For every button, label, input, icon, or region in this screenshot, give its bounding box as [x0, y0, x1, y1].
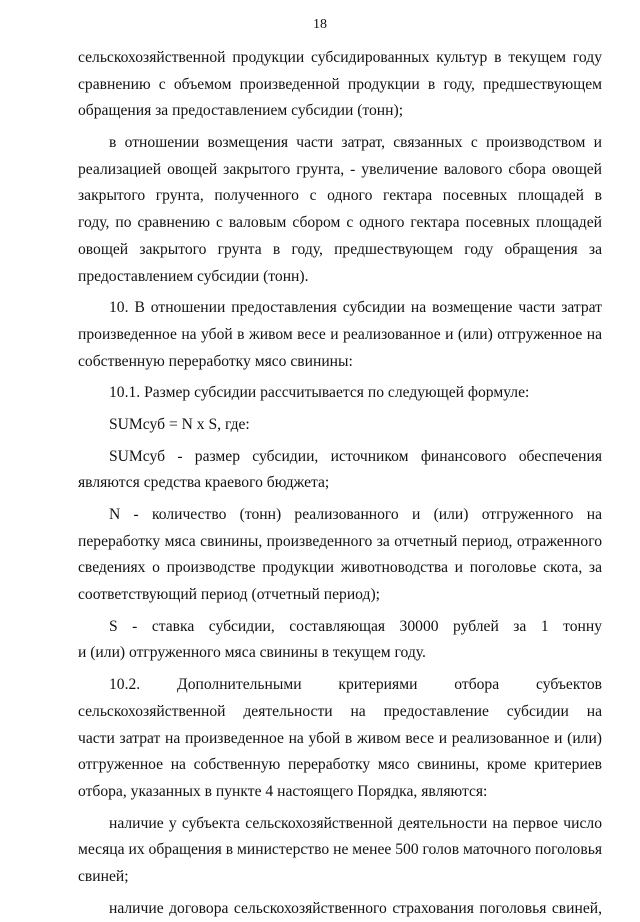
paragraph: [78, 380, 602, 407]
document-body: [78, 45, 602, 922]
text-line: являются средства краевого бюджета;: [78, 474, 330, 492]
paragraph: [78, 295, 602, 375]
text-line: и (или) отгруженного мяса свинины в текущем году.: [78, 644, 426, 662]
paragraph: [78, 45, 602, 125]
text-line: обращения за предоставлением субсидии (тонн);: [78, 102, 404, 120]
text-line: N - количество (тонн) реализованного и (или) отгруженного на: [109, 506, 602, 523]
text-line: овощей закрытого грунта в году, предшествующем году обращения за: [78, 240, 602, 258]
text-line: предоставлением субсидии (тонн).: [78, 267, 309, 285]
paragraph: [78, 672, 602, 805]
text-line: месяца их обращения в министерство не менее 500 голов маточного поголовья: [78, 841, 602, 859]
text-line: отгруженное на собственную переработку мясо свинины, кроме критериев: [78, 756, 602, 774]
page-number: 18: [313, 17, 327, 32]
text-line: собственную переработку мясо свинины:: [78, 352, 353, 370]
paragraph: [78, 444, 602, 497]
text-line: закрытого грунта, полученного с одного гектара посевных площадей в: [78, 187, 602, 205]
text-line: SUMсуб = N x S, где:: [109, 415, 250, 433]
text-line: 10.2. Дополнительными критериями отбора субъектов: [109, 676, 602, 694]
paragraph: [78, 811, 602, 891]
text-line: сравнению с объемом произведенной продукции в году, предшествующем: [78, 75, 602, 93]
text-line: наличие договора сельскохозяйственного страхования поголовья свиней,: [109, 899, 602, 917]
text-line: сельскохозяйственной продукции субсидированных культур в текущем году: [78, 49, 602, 66]
text-line: переработку мяса свинины, произведенного за отчетный период, отраженного: [78, 532, 602, 550]
paragraph: [78, 130, 602, 290]
text-line: 10. В отношении предоставления субсидии на возмещение части затрат: [109, 299, 602, 317]
text-line: соответствующий период (отчетный период);: [78, 586, 380, 604]
text-line: произведенное на убой в живом весе и реализованное и (или) отгруженное на: [78, 325, 602, 343]
text-line: отбора, указанных в пункте 4 настоящего Порядка, являются:: [78, 782, 488, 800]
paragraph: [78, 896, 602, 922]
text-line: сведениях о производстве продукции животноводства и поголовье скота, за: [78, 559, 602, 577]
formula: [78, 412, 602, 439]
paragraph: [78, 502, 602, 609]
text-line: реализацией овощей закрытого грунта, - увеличение валового сбора овощей: [78, 160, 602, 178]
text-line: S - ставка субсидии, составляющая 30000 рублей за 1 тонну: [109, 617, 602, 635]
text-line: части затрат на произведенное на убой в живом весе и реализованное и (или): [78, 729, 602, 747]
text-line: сельскохозяйственной деятельности на предоставление субсидии на: [78, 702, 602, 720]
text-line: 10.1. Размер субсидии рассчитывается по следующей формуле:: [109, 384, 530, 402]
paragraph: [78, 614, 602, 667]
text-line: году, по сравнению с валовым сбором с одного гектара посевных площадей: [78, 214, 602, 232]
text-line: свиней;: [78, 867, 129, 885]
text-line: в отношении возмещения части затрат, связанных с производством и: [109, 134, 602, 152]
text-line: SUMсуб - размер субсидии, источником финансового обеспечения: [109, 447, 602, 465]
text-line: наличие у субъекта сельскохозяйственной деятельности на первое число: [109, 814, 602, 832]
